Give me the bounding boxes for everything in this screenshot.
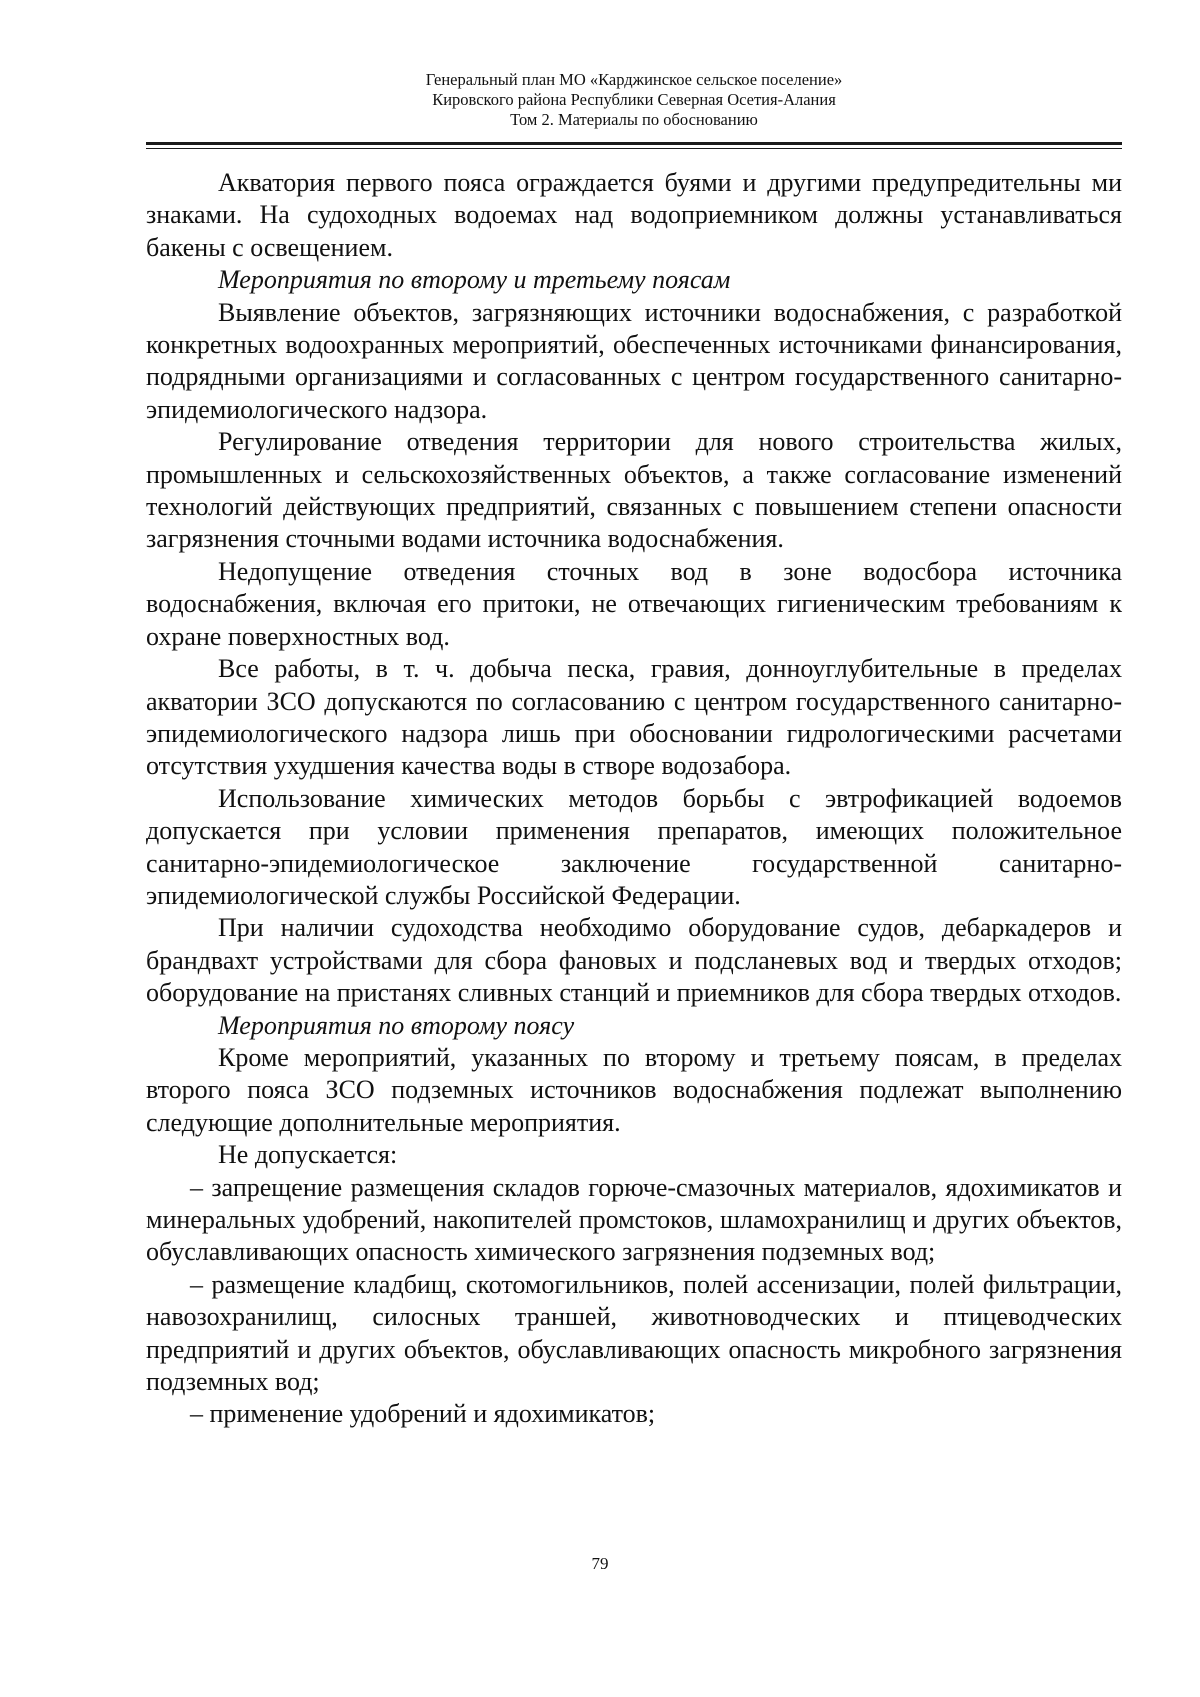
list-item-fertilizers: – применение удобрений и ядохимикатов;	[190, 1399, 656, 1429]
paragraph-zone1-buoys: Акватория первого пояса ограждается буями и другими предупредительны ми знаками. На судоходных водоемах над водоприемником должны устанавливаться бакены с освещением.	[146, 168, 1122, 262]
list-item-chemical-storage: – запрещение размещения складов горюче-смазочных материалов, ядохимикатов и минеральных удобрений, накопителей промстоков, шламохранилищ и других объектов, обуславливающих опасность химического загрязнения подземных вод;	[146, 1172, 1122, 1267]
paragraph-not-allowed: Не допускается:	[218, 1140, 398, 1170]
header-line-3: Том 2. Материалы по обоснованию	[510, 110, 758, 129]
document-body	[146, 167, 1122, 1431]
section-heading-zones-2-3: Мероприятия по второму и третьему поясам	[218, 265, 731, 295]
header-line-1: Генеральный план МО «Карджинское сельское поселение»	[425, 70, 843, 89]
page-number: 79	[591, 1554, 609, 1573]
list-item-cemeteries: – размещение кладбищ, скотомогильников, полей ассенизации, полей фильтрации, навозохранилищ, силосных траншей, животноводческих и птицеводческих предприятий и других объектов, обуславливающих опасность микробного загрязнения подземных вод;	[146, 1269, 1122, 1397]
paragraph-land-regulation: Регулирование отведения территории для нового строительства жилых, промышленных и сельскохозяйственных объектов, а также согласование изменений технологий действующих предприятий, связанных с повышением степени опасности загрязнения сточными водами источника водоснабжения.	[146, 427, 1122, 554]
header-line-2: Кировского района Республики Северная Осетия-Алания	[432, 90, 836, 109]
paragraph-identify-polluters: Выявление объектов, загрязняющих источники водоснабжения, с разработкой конкретных водоохранных мероприятий, обеспеченных источниками финансирования, подрядными организациями и согласованных с центром государственного санитарно-эпидемиологического надзора.	[146, 297, 1122, 424]
paragraph-zone2-additional: Кроме мероприятий, указанных по второму и третьему поясам, в пределах второго пояса ЗСО подземных источников водоснабжения подлежат выполнению следующие дополнительные мероприятия.	[146, 1042, 1122, 1137]
paragraph-chemical-methods: Использование химических методов борьбы с эвтрофикацией водоемов допускается при условии применения препаратов, имеющих положительное санитарно-эпидемиологическое заключение государственной санитарно-эпидемиологической службы Российской Федерации.	[146, 783, 1122, 910]
paragraph-works-approval: Все работы, в т. ч. добыча песка, гравия, донноуглубительные в пределах акватории ЗСО допускаются по согласованию с центром государственного санитарно-эпидемиологического надзора лишь при обосновании гидрологическими расчетами отсутствия ухудшения качества воды в створе водозабора.	[146, 654, 1122, 781]
page-header	[146, 70, 1122, 130]
header-divider-thick	[146, 142, 1122, 145]
header-divider-thin	[146, 148, 1122, 149]
paragraph-wastewater: Недопущение отведения сточных вод в зоне водосбора источника водоснабжения, включая его притоки, не отвечающих гигиеническим требованиям к охране поверхностных вод.	[146, 556, 1122, 651]
paragraph-navigation: При наличии судоходства необходимо оборудование судов, дебаркадеров и брандвахт устройствами для сбора фановых и подсланевых вод и твердых отходов; оборудование на пристанях сливных станций и приемников для сбора твердых отходов.	[146, 913, 1122, 1008]
section-heading-zone-2: Мероприятия по второму поясу	[218, 1010, 575, 1040]
